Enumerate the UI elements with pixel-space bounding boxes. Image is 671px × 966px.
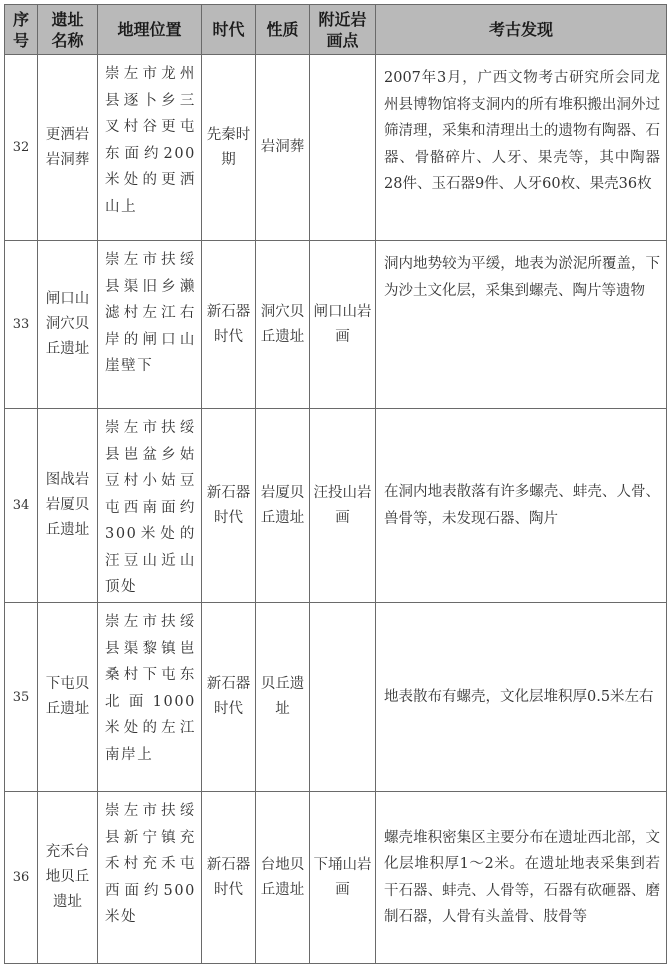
header-seq: 序号 bbox=[5, 5, 38, 55]
row-findings: 洞内地势较为平缓，地表为淤泥所覆盖，下为沙土文化层，采集到螺壳、陶片等遗物 bbox=[376, 241, 667, 409]
row-era: 新石器时代 bbox=[202, 603, 256, 792]
row-location: 崇左市扶绥县岜盆乡姑豆村小姑豆屯西南面约300米处的汪豆山近山顶处 bbox=[98, 409, 202, 603]
header-name: 遗址名称 bbox=[38, 5, 98, 55]
row-site-name: 更洒岩岩洞葬 bbox=[38, 55, 98, 241]
row-seq: 33 bbox=[5, 241, 38, 409]
row-nature: 台地贝丘遗址 bbox=[256, 792, 310, 964]
header-findings: 考古发现 bbox=[376, 5, 667, 55]
row-seq: 35 bbox=[5, 603, 38, 792]
row-rock-art: 闸口山岩画 bbox=[310, 241, 376, 409]
table-row bbox=[5, 409, 667, 603]
row-nature: 岩洞葬 bbox=[256, 55, 310, 241]
row-rock-art: 汪投山岩画 bbox=[310, 409, 376, 603]
row-era: 新石器时代 bbox=[202, 792, 256, 964]
row-seq: 34 bbox=[5, 409, 38, 603]
row-era: 先秦时期 bbox=[202, 55, 256, 241]
row-rock-art bbox=[310, 55, 376, 241]
table-row bbox=[5, 792, 667, 964]
header-era: 时代 bbox=[202, 5, 256, 55]
header-nature: 性质 bbox=[256, 5, 310, 55]
row-rock-art bbox=[310, 603, 376, 792]
row-nature: 岩厦贝丘遗址 bbox=[256, 409, 310, 603]
row-findings: 2007年3月，广西文物考古研究所会同龙州县博物馆将支洞内的所有堆积搬出洞外过筛清理，采集和清理出土的遗物有陶器、石器、骨骼碎片、人牙、果壳等，其中陶器28件、玉石器9件、人牙60枚、果壳36枚 bbox=[376, 55, 667, 241]
row-site-name: 图战岩岩厦贝丘遗址 bbox=[38, 409, 98, 603]
row-era: 新石器时代 bbox=[202, 241, 256, 409]
header-location: 地理位置 bbox=[98, 5, 202, 55]
row-location: 崇左市扶绥县渠旧乡濑滤村左江右岸的闸口山崖壁下 bbox=[98, 241, 202, 409]
table-row bbox=[5, 603, 667, 792]
row-site-name: 充禾台地贝丘遗址 bbox=[38, 792, 98, 964]
row-nature: 洞穴贝丘遗址 bbox=[256, 241, 310, 409]
table-row bbox=[5, 241, 667, 409]
table-row bbox=[5, 55, 667, 241]
row-location: 崇左市扶绥县新宁镇充禾村充禾屯西面约500米处 bbox=[98, 792, 202, 964]
row-findings: 螺壳堆积密集区主要分布在遗址西北部，文化层堆积厚1～2米。在遗址地表采集到若干石器、蚌壳、人骨等，石器有砍砸器、磨制石器，人骨有头盖骨、肢骨等 bbox=[376, 792, 667, 964]
row-era: 新石器时代 bbox=[202, 409, 256, 603]
header-row bbox=[5, 5, 667, 55]
row-rock-art: 下埇山岩画 bbox=[310, 792, 376, 964]
row-site-name: 闸口山洞穴贝丘遗址 bbox=[38, 241, 98, 409]
row-findings: 地表散布有螺壳，文化层堆积厚0.5米左右 bbox=[376, 603, 667, 792]
row-location: 崇左市龙州县逐卜乡三叉村谷更屯东面约200米处的更洒山上 bbox=[98, 55, 202, 241]
row-site-name: 下屯贝丘遗址 bbox=[38, 603, 98, 792]
row-seq: 36 bbox=[5, 792, 38, 964]
header-rock-art: 附近岩画点 bbox=[310, 5, 376, 55]
row-nature: 贝丘遗址 bbox=[256, 603, 310, 792]
row-seq: 32 bbox=[5, 55, 38, 241]
archaeology-table bbox=[4, 4, 667, 964]
row-location: 崇左市扶绥县渠黎镇岜桑村下屯东北面1000米处的左江南岸上 bbox=[98, 603, 202, 792]
row-findings: 在洞内地表散落有许多螺壳、蚌壳、人骨、兽骨等，未发现石器、陶片 bbox=[376, 409, 667, 603]
